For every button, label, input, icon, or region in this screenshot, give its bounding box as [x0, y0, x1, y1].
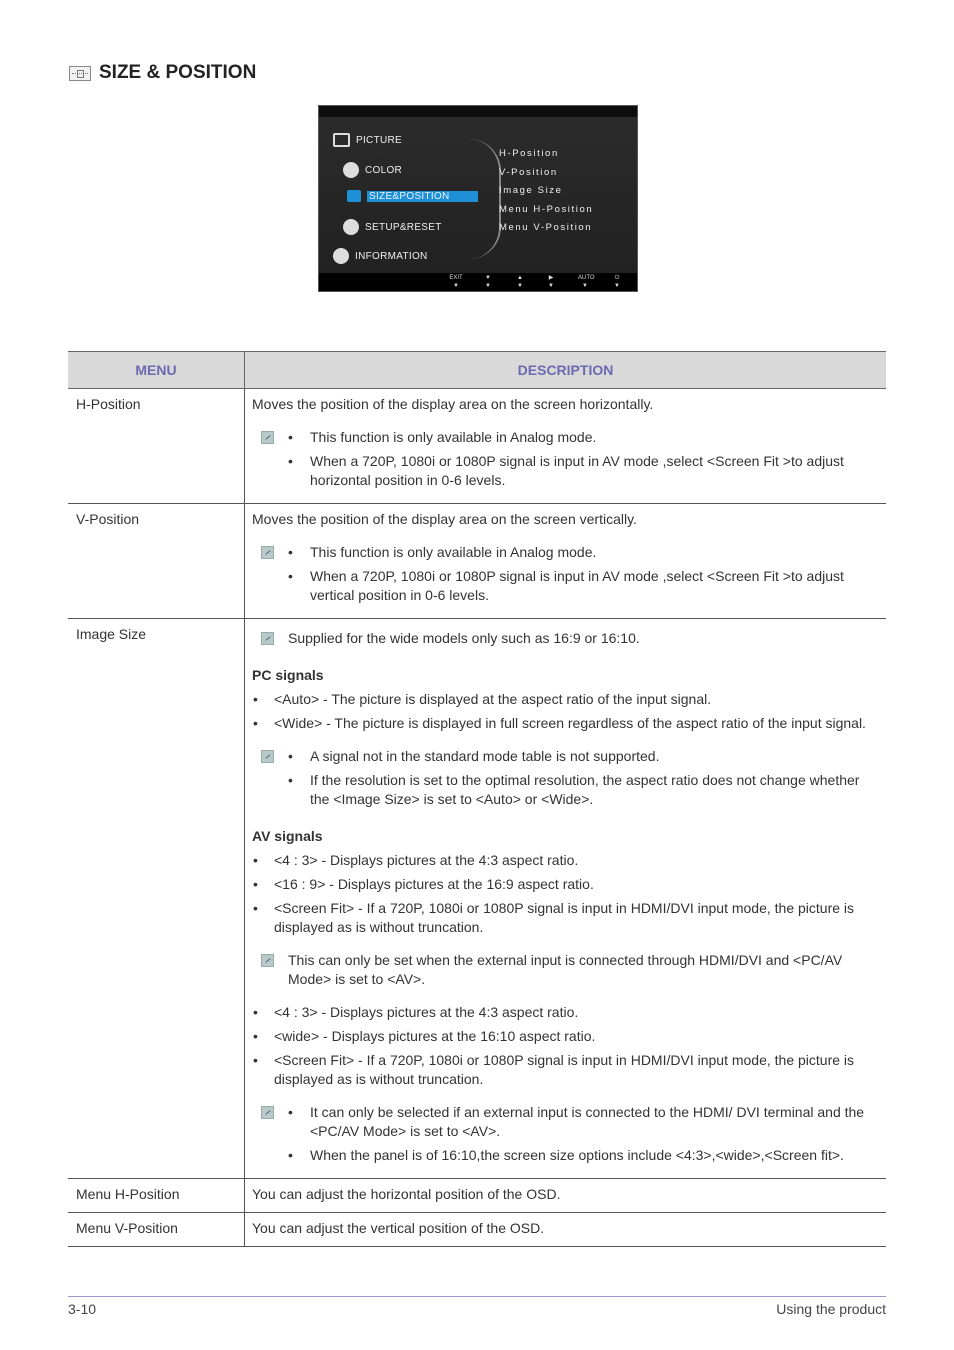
page-title: SIZE & POSITION [99, 62, 257, 83]
list-item: • <Auto> - The picture is displayed at the aspect ratio of the input signal. [252, 690, 878, 709]
note-item: • This function is only available in Analog mode. [310, 428, 878, 447]
info-icon [333, 248, 349, 264]
picture-icon [333, 133, 350, 147]
osd-exit-button: EXIT ▼ [449, 275, 463, 289]
menu-cell: V-Position [68, 504, 245, 619]
note-item: • When the panel is of 16:10,the screen size options include <4:3>,<wide>,<Screen fit>. [310, 1146, 878, 1165]
header-description: DESCRIPTION [245, 352, 887, 389]
note-item: • When a 720P, 1080i or 1080P signal is input in AV mode ,select <Screen Fit >to adjust horizontal position in 0-6 levels. [310, 452, 878, 490]
note-item: • A signal not in the standard mode table is not supported. [310, 747, 878, 766]
description-text: Moves the position of the display area on the screen vertically. [252, 511, 637, 527]
av-signals-title: AV signals [252, 828, 323, 844]
osd-enter-button: ▶ ▼ [548, 275, 554, 289]
note-block [252, 543, 878, 605]
gear-icon [343, 219, 359, 235]
page-number: 3-10 [68, 1301, 97, 1317]
note-icon [261, 954, 274, 967]
note-icon [261, 1106, 274, 1119]
table-row [68, 1179, 886, 1213]
osd-sub-item: V-Position [499, 166, 558, 178]
list-item: • <4 : 3> - Displays pictures at the 4:3 aspect ratio. [252, 1003, 878, 1022]
note-icon [261, 546, 274, 559]
osd-power-button: ⏻ ▼ [614, 275, 620, 289]
palette-icon [343, 162, 359, 178]
table-row [68, 1213, 886, 1247]
menu-cell: H-Position [68, 389, 245, 504]
footer-section: Using the product [776, 1301, 886, 1317]
osd-sub-item: Image Size [499, 185, 563, 196]
osd-panel [319, 117, 637, 273]
list-item: • <Wide> - The picture is displayed in full screen regardless of the aspect ratio of the input signal. [252, 714, 878, 733]
list-item: • <16 : 9> - Displays pictures at the 16:9 aspect ratio. [252, 875, 878, 894]
description-text: Moves the position of the display area on the screen horizontally. [252, 396, 654, 412]
table-row [68, 504, 886, 619]
note-icon [261, 431, 274, 444]
list-item: • <4 : 3> - Displays pictures at the 4:3 aspect ratio. [252, 851, 878, 870]
note-item: • It can only be selected if an external input is connected to the HDMI/ DVI terminal and the <PC/AV Mode> is set to <AV>. [310, 1103, 878, 1141]
osd-menu-information: INFORMATION [333, 248, 428, 264]
osd-menu-color: COLOR [343, 162, 402, 178]
osd-sub-item: Menu H-Position [499, 203, 594, 215]
menu-cell: Menu V-Position [68, 1213, 245, 1247]
osd-sub-item: H-Position [499, 148, 559, 159]
menu-cell: Menu H-Position [68, 1179, 245, 1213]
header-menu: MENU [68, 352, 245, 389]
footer-divider [68, 1296, 886, 1297]
list-item: • <Screen Fit> - If a 720P, 1080i or 1080P signal is input in HDMI/DVI input mode, the picture is displayed as is without truncation. [252, 1051, 878, 1089]
description-cell: You can adjust the horizontal position of the OSD. [245, 1179, 887, 1213]
note-icon [261, 632, 274, 645]
note-block [252, 629, 878, 648]
list-item: • <wide> - Displays pictures at the 16:10 aspect ratio. [252, 1027, 878, 1046]
list-item: • <Screen Fit> - If a 720P, 1080i or 1080P signal is input in HDMI/DVI input mode, the picture is displayed as is without truncation. [252, 899, 878, 937]
note-item: • This function is only available in Analog mode. [310, 543, 878, 562]
description-cell [245, 504, 887, 619]
osd-auto-button: AUTO ▼ [578, 275, 595, 289]
note-item: • When a 720P, 1080i or 1080P signal is input in AV mode ,select <Screen Fit >to adjust vertical position in 0-6 levels. [310, 567, 878, 605]
description-cell [245, 619, 887, 1179]
table-row [68, 619, 886, 1179]
osd-divider-curve [469, 139, 501, 259]
osd-screenshot [318, 105, 638, 292]
note-block [252, 951, 878, 989]
note-item: • If the resolution is set to the optimal resolution, the aspect ratio does not change whether the <Image Size> is set to <Auto> or <Wide>. [310, 771, 878, 809]
note-block [252, 747, 878, 809]
osd-down-button: ▼ ▼ [485, 275, 491, 289]
osd-button-bar [319, 273, 637, 291]
osd-up-button: ▲ ▼ [517, 275, 523, 289]
note-item: Supplied for the wide models only such as 16:9 or 16:10. [288, 630, 640, 646]
menu-description-table [68, 351, 886, 1247]
osd-menu-setup-reset: SETUP&RESET [343, 219, 442, 235]
note-block [252, 1103, 878, 1165]
osd-menu-size-position: SIZE&POSITION [347, 190, 478, 202]
pc-signals-title: PC signals [252, 667, 324, 683]
osd-submenu [499, 145, 593, 238]
section-heading [69, 62, 256, 84]
size-position-icon [69, 66, 91, 81]
note-item: This can only be set when the external input is connected through HDMI/DVI and <PC/AV Mode> is set to <AV>. [288, 952, 843, 987]
menu-cell: Image Size [68, 619, 245, 1179]
osd-sub-item: Menu V-Position [499, 222, 593, 233]
osd-menu-picture: PICTURE [333, 133, 402, 147]
description-cell: You can adjust the vertical position of the OSD. [245, 1213, 887, 1247]
move-icon [347, 190, 361, 202]
note-icon [261, 750, 274, 763]
description-cell [245, 389, 887, 504]
table-row [68, 389, 886, 504]
osd-top-bar [319, 106, 637, 117]
note-block [252, 428, 878, 490]
